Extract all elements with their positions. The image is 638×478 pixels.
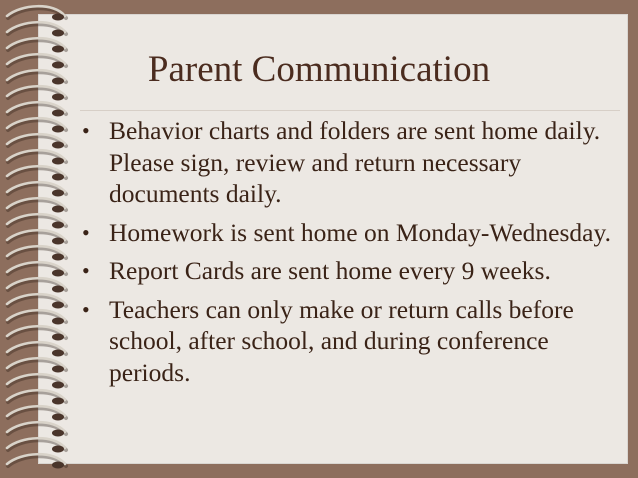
bullet-icon: •: [82, 258, 90, 283]
bullet-text: Homework is sent home on Monday-Wednesday.: [109, 217, 611, 247]
bullet-text: Behavior charts and folders are sent home daily. Please sign, review and return necessary documents daily.: [109, 116, 601, 208]
bullet-item: [80, 217, 625, 249]
slide-title: Parent Communication: [147, 49, 491, 90]
title-divider: [80, 110, 620, 111]
bullet-icon: •: [82, 296, 90, 322]
bullet-item: [80, 294, 625, 389]
bullet-list: [80, 115, 625, 395]
bullet-text: Teachers can only make or return calls before school, after school, and during conference periods.: [109, 294, 574, 387]
bullet-icon: •: [82, 118, 90, 143]
bullet-text: Report Cards are sent home every 9 weeks.: [109, 256, 551, 285]
bullet-item: [80, 255, 625, 287]
bullet-item: [80, 115, 625, 210]
bullet-icon: •: [82, 219, 90, 245]
